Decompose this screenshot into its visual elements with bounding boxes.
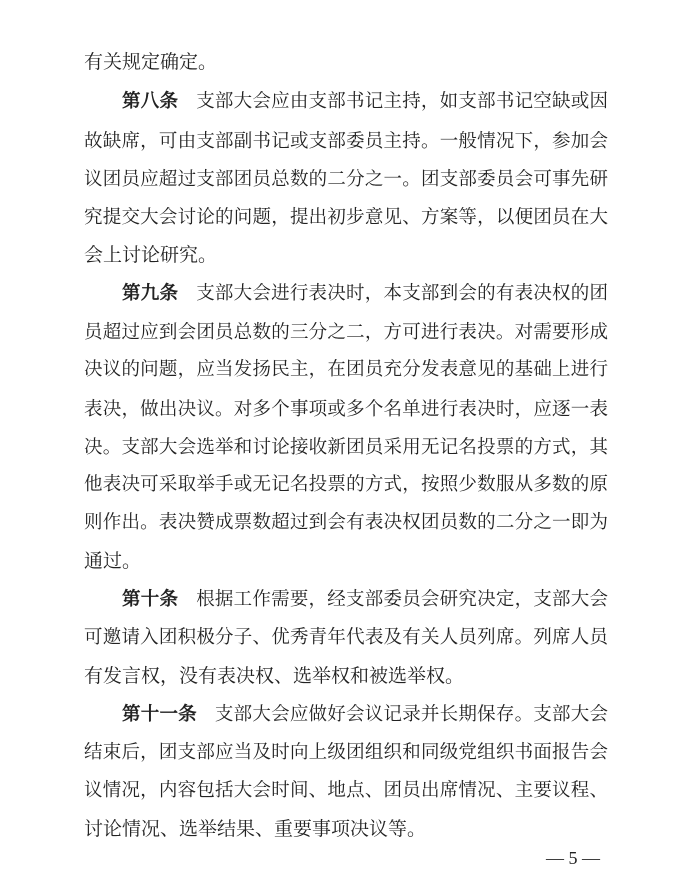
article-9-line-6: 他表决可采取举手或无记名投票的方式，按照少数服从多数的原 — [84, 474, 608, 495]
article-9-line-3: 决议的问题，应当发扬民主，在团员充分发表意见的基础上进行 — [84, 359, 608, 380]
article-11-line-4: 讨论情况、选举结果、重要事项决议等。 — [84, 818, 427, 840]
article-8-line-2: 故缺席，可由支部副书记或支部委员主持。一般情况下，参加会 — [84, 131, 608, 152]
article-8-line-5: 会上讨论研究。 — [84, 244, 218, 266]
article-8-line-1 — [122, 82, 608, 122]
article-9-line-2: 员超过应到会团员总数的三分之二，方可进行表决。对需要形成 — [84, 322, 608, 343]
article-8-number: 第八条 — [122, 91, 179, 112]
article-9-line-5: 决。支部大会选举和讨论接收新团员采用无记名投票的方式，其 — [84, 437, 608, 458]
article-11-line-3: 议情况，内容包括大会时间、地点、团员出席情况、主要议程、 — [84, 780, 608, 801]
article-11-line-2: 结束后，团支部应当及时向上级团组织和同级党组织书面报告会 — [84, 742, 608, 763]
article-10-line-2: 可邀请入团积极分子、优秀青年代表及有关人员列席。列席人员 — [84, 627, 608, 648]
article-8-line-3: 议团员应超过支部团员总数的二分之一。团支部委员会可事先研 — [84, 169, 608, 190]
article-9-text-1: 支部大会进行表决时，本支部到会的有表决权的团 — [196, 283, 608, 304]
article-11-number: 第十一条 — [122, 704, 197, 725]
article-8-line-4: 究提交大会讨论的问题，提出初步意见、方案等，以便团员在大 — [84, 207, 608, 228]
article-11-text-1: 支部大会应做好会议记录并长期保存。支部大会 — [214, 704, 608, 725]
article-9-line-4: 表决，做出决议。对多个事项或多个名单进行表决时，应逐一表 — [84, 399, 608, 420]
article-9-line-8: 通过。 — [84, 550, 142, 572]
article-9-number: 第九条 — [122, 283, 179, 304]
article-10-text-1: 根据工作需要，经支部委员会研究决定，支部大会 — [196, 589, 608, 610]
article-11-line-1 — [122, 695, 608, 735]
continuation-line: 有关规定确定。 — [84, 51, 218, 73]
article-10-number: 第十条 — [122, 589, 179, 610]
article-10-line-3: 有发言权，没有表决权、选举权和被选举权。 — [84, 665, 465, 687]
article-8-text-1: 支部大会应由支部书记主持，如支部书记空缺或因 — [196, 91, 608, 112]
page-number: — 5 — — [546, 848, 600, 868]
article-10-line-1 — [122, 580, 608, 620]
article-9-line-1 — [122, 274, 608, 314]
article-9-line-7: 则作出。表决赞成票数超过到会有表决权团员数的二分之一即为 — [84, 512, 608, 533]
